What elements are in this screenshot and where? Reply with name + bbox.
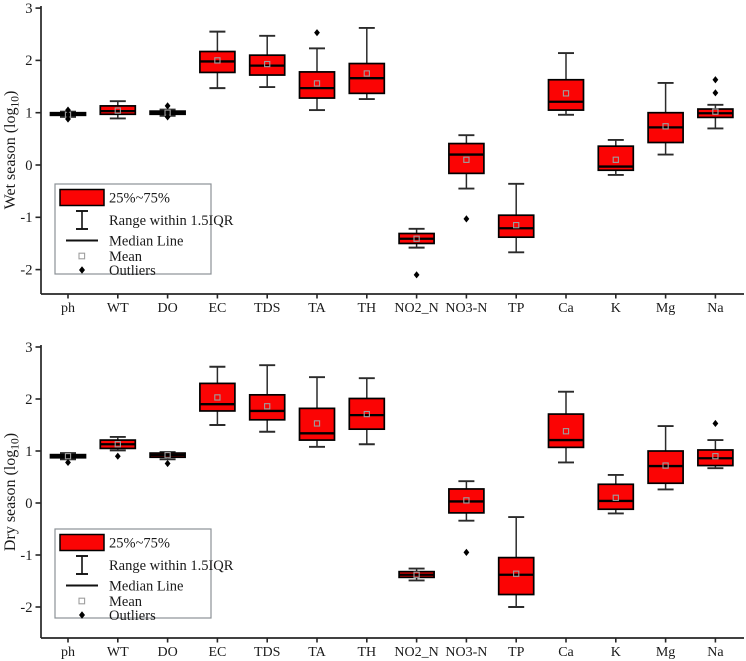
y-tick-label: 2: [25, 53, 33, 70]
box-K: [598, 475, 633, 513]
legend-label: Outliers: [109, 263, 156, 279]
iqr-box: [250, 395, 285, 420]
legend-item-iqr-box: [60, 190, 170, 207]
wet-season-chart: [0, 0, 746, 330]
y-tick-label: -1: [20, 547, 33, 564]
category-label: Na: [707, 301, 724, 316]
category-label: Na: [707, 645, 724, 660]
category-label: TA: [308, 645, 326, 660]
y-tick-label: 0: [25, 157, 33, 174]
box-WT: [100, 437, 135, 460]
legend: [55, 529, 234, 624]
iqr-box: [499, 215, 534, 237]
box-ph: [51, 106, 86, 122]
box-TDS: [250, 365, 285, 432]
iqr-box: [598, 484, 633, 509]
outlier-diamond: [414, 271, 420, 278]
legend-label: Median Line: [109, 578, 184, 595]
y-tick-label: 0: [25, 495, 33, 512]
category-label: NO2_N: [394, 301, 439, 316]
category-label: TP: [508, 301, 525, 316]
box-Na: [698, 420, 733, 468]
category-label: NO3-N: [445, 645, 488, 660]
legend-label: Mean: [109, 594, 143, 610]
outlier-diamond: [713, 76, 719, 83]
y-tick-label: 3: [25, 339, 33, 356]
box-NO2_N: [399, 229, 434, 279]
legend-label: Outliers: [109, 608, 156, 624]
box-TH: [349, 378, 384, 444]
iqr-box: [300, 408, 335, 440]
category-label: ph: [61, 645, 75, 660]
category-label: TH: [357, 301, 377, 316]
category-label: Ca: [558, 645, 574, 660]
outlier-diamond: [165, 460, 171, 467]
y-tick-label: 2: [25, 391, 33, 408]
category-label: NO3-N: [445, 301, 488, 316]
category-label: EC: [208, 645, 227, 660]
iqr-box-icon: [60, 190, 104, 206]
category-label: Mg: [655, 645, 676, 660]
category-label: DO: [157, 645, 178, 660]
outlier-diamond: [464, 549, 470, 556]
legend-label: 25%~75%: [109, 190, 171, 207]
outlier-diamond: [314, 29, 320, 36]
legend-item-iqr-box: [60, 535, 170, 552]
category-label: NO2_N: [394, 645, 439, 660]
outlier-diamond: [165, 102, 171, 109]
iqr-box-icon: [60, 535, 104, 551]
legend-label: Range within 1.5IQR: [109, 213, 234, 229]
iqr-box: [449, 144, 484, 174]
category-label: Mg: [655, 301, 676, 316]
y-tick-label: 1: [25, 443, 33, 460]
category-label: Ca: [558, 301, 574, 316]
y-tick-label: -1: [20, 210, 33, 227]
wet-season-panel: [0, 0, 746, 330]
box-DO: [150, 452, 185, 467]
box-EC: [200, 367, 235, 425]
box-NO3-N: [449, 481, 484, 556]
category-label: WT: [106, 301, 129, 316]
box-Ca: [549, 392, 584, 463]
outlier-diamond: [713, 420, 719, 427]
y-tick-label: -2: [20, 599, 33, 616]
category-label: K: [610, 645, 621, 660]
box-Mg: [648, 83, 683, 155]
category-label: TP: [508, 645, 525, 660]
box-TP: [499, 517, 534, 607]
box-Ca: [549, 53, 584, 115]
y-tick-label: 3: [25, 0, 33, 17]
outlier-diamond: [464, 215, 470, 222]
box-TH: [349, 28, 384, 99]
box-K: [598, 140, 633, 175]
legend-label: 25%~75%: [109, 535, 171, 552]
category-label: ph: [61, 301, 75, 316]
category-label: DO: [157, 301, 178, 316]
box-TA: [300, 377, 335, 447]
category-label: TA: [308, 301, 326, 316]
category-label: EC: [208, 301, 227, 316]
y-axis-title: Dry season $(\log_{10})$: [2, 432, 22, 552]
legend-label: Mean: [109, 249, 143, 265]
dry-season-chart: [0, 330, 746, 661]
box-NO2_N: [399, 569, 434, 581]
iqr-box: [549, 414, 584, 447]
category-label: TDS: [253, 301, 281, 316]
outlier-diamond: [115, 453, 121, 460]
box-NO3-N: [449, 135, 484, 222]
y-tick-label: 1: [25, 105, 33, 122]
box-TA: [300, 29, 335, 110]
iqr-box: [200, 383, 235, 411]
legend: [55, 184, 234, 279]
category-label: WT: [106, 645, 129, 660]
box-ph: [51, 453, 86, 466]
iqr-box: [549, 80, 584, 110]
iqr-box: [300, 72, 335, 98]
box-EC: [200, 32, 235, 88]
box-Mg: [648, 426, 683, 489]
box-TDS: [250, 36, 285, 87]
category-label: TH: [357, 645, 377, 660]
box-DO: [150, 102, 185, 120]
category-label: K: [610, 301, 621, 316]
box-WT: [100, 101, 135, 118]
y-tick-label: -2: [20, 262, 33, 279]
dry-season-panel: [0, 330, 746, 661]
box-Na: [698, 76, 733, 128]
legend-label: Median Line: [109, 233, 184, 250]
legend-label: Range within 1.5IQR: [109, 558, 234, 574]
iqr-box: [349, 398, 384, 429]
box-TP: [499, 184, 534, 253]
outlier-diamond: [713, 89, 719, 96]
y-axis-title: Wet season $(\log_{10})$: [2, 90, 22, 210]
category-label: TDS: [253, 645, 281, 660]
